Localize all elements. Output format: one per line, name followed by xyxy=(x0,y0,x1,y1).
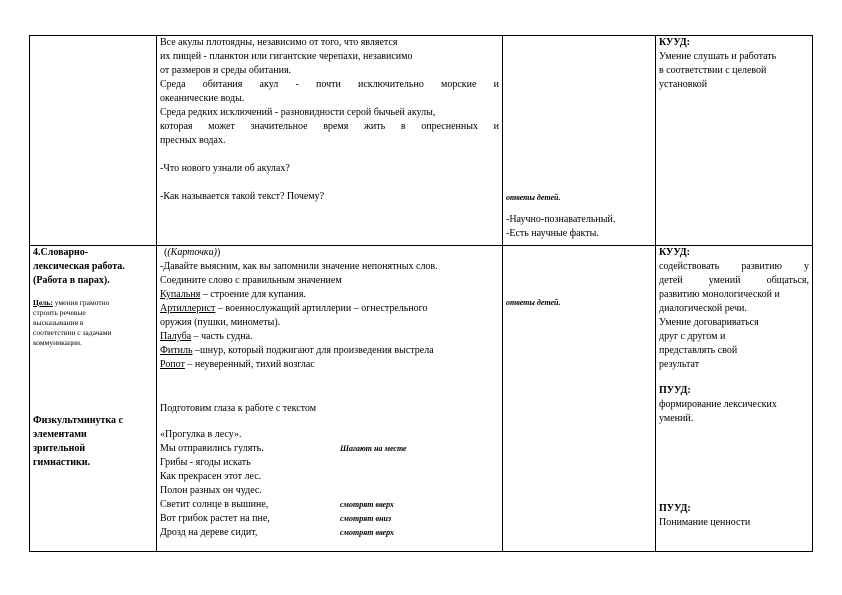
student-activity-cell xyxy=(503,36,656,246)
question-line: -Как называется такой текст? Почему? xyxy=(160,191,325,202)
text-line: океанические воды. xyxy=(160,93,245,104)
poem-line: Полон разных он чудес. xyxy=(160,485,262,496)
poem-line: Грибы - ягоды искать xyxy=(160,457,251,468)
text-line: содействовать развитию у xyxy=(659,261,809,272)
text-line: от размеров и среды обитания. xyxy=(160,65,292,76)
poem-line: Мы отправились гулять. Шагают на месте xyxy=(160,443,407,454)
text-line: Все акулы плотоядны, независимо от того, что является xyxy=(160,37,398,48)
vocab-item: Фитиль –шнур, который поджигают для произведения выстрела xyxy=(160,345,434,356)
text-line: установкой xyxy=(659,79,708,90)
goal-text: строить речевые xyxy=(33,308,86,317)
text-line: умений. xyxy=(659,413,694,424)
text-line: -Есть научные факты. xyxy=(506,228,599,239)
stage-cell xyxy=(30,36,157,246)
text-line: Среда редких исключений - разновидности серой бычьей акулы, xyxy=(160,107,436,118)
student-answers-note: ответы детей. xyxy=(506,193,561,202)
vocab-item: оружия (пушки, минометы). xyxy=(160,317,281,328)
goal-text: коммуникации. xyxy=(33,338,82,347)
table-row xyxy=(30,36,813,246)
stage-title: 4.Словарно- xyxy=(33,247,89,258)
text-line: друг с другом и xyxy=(659,331,726,342)
text-line: Умение слушать и работать xyxy=(659,51,777,62)
question-line: -Что нового узнали об акулах? xyxy=(160,163,290,174)
text-line: которая может значительное время жить в опресненных и xyxy=(160,121,499,132)
text-line: Подготовим глаза к работе с текстом xyxy=(160,403,317,414)
stage-title: лексическая работа. xyxy=(33,261,125,272)
exercise-title: гимнастики. xyxy=(33,457,91,468)
table-row xyxy=(30,246,813,552)
text-line: Понимание ценности xyxy=(659,517,751,528)
text-line: -Давайте выясним, как вы запомнили значение непонятных слов. xyxy=(160,261,438,272)
text-line: их пищей - планктон или гигантские черепахи, независимо xyxy=(160,51,413,62)
text-line: результат xyxy=(659,359,700,370)
goal-text: Цель: умения грамотно xyxy=(33,298,110,307)
poem-line: Как прекрасен этот лес. xyxy=(160,471,262,482)
text-line: Соедините слово с правильным значением xyxy=(160,275,342,286)
text-line: детей умений общаться, xyxy=(659,275,809,286)
puud-heading: ПУУД: xyxy=(659,503,691,514)
text-line: Среда обитания акул - почти исключительно морские и xyxy=(160,79,499,90)
kuud-heading: КУУД: xyxy=(659,247,690,258)
exercise-title: зрительной xyxy=(33,443,86,454)
uud-cell xyxy=(656,36,813,246)
teacher-activity-cell xyxy=(157,36,503,246)
goal-text: высказывания в xyxy=(33,318,84,327)
text-line: развитию монологической и xyxy=(659,289,780,300)
exercise-title: элементами xyxy=(33,429,87,440)
text-line: пресных водах. xyxy=(160,135,226,146)
text-line: в соответствии с целевой xyxy=(659,65,767,76)
vocab-item: Ропот – неуверенный, тихий возглас xyxy=(160,359,315,370)
vocab-item: Купальня – строение для купания. xyxy=(160,289,306,300)
text-line: представлять свой xyxy=(659,345,738,356)
poem-line: Дрозд на дереве сидит, смотрят вверх xyxy=(160,527,394,538)
poem-line: Вот грибок растет на пне, смотрят вниз xyxy=(160,513,392,524)
text-line: диалогической речи. xyxy=(659,303,747,314)
text-line: -Научно-познавательный. xyxy=(506,214,616,225)
student-answers-note: ответы детей. xyxy=(506,298,561,307)
puud-heading: ПУУД: xyxy=(659,385,691,396)
stage-cell xyxy=(30,246,157,552)
text-line: формирование лексических xyxy=(659,399,777,410)
vocab-item: Артиллерист – военнослужащий артиллерии – огнестрельного xyxy=(160,303,428,314)
exercise-title: Физкультминутка с xyxy=(33,415,123,426)
poem-line: «Прогулка в лесу». xyxy=(160,429,242,440)
poem-line: Светит солнце в вышине, смотрят вверх xyxy=(160,499,394,510)
kuud-heading: КУУД: xyxy=(659,37,690,48)
uud-cell xyxy=(656,246,813,552)
stage-title: (Работа в парах). xyxy=(33,275,110,286)
text-line: Умение договариваться xyxy=(659,317,759,328)
cards-label: ((Карточки)) xyxy=(164,247,221,258)
student-activity-cell xyxy=(503,246,656,552)
vocab-item: Палуба – часть судна. xyxy=(160,331,253,342)
goal-label: Цель: xyxy=(33,298,53,307)
lesson-plan-table xyxy=(29,35,813,552)
goal-text: соответствии с задачами xyxy=(33,328,112,337)
teacher-activity-cell xyxy=(157,246,503,552)
